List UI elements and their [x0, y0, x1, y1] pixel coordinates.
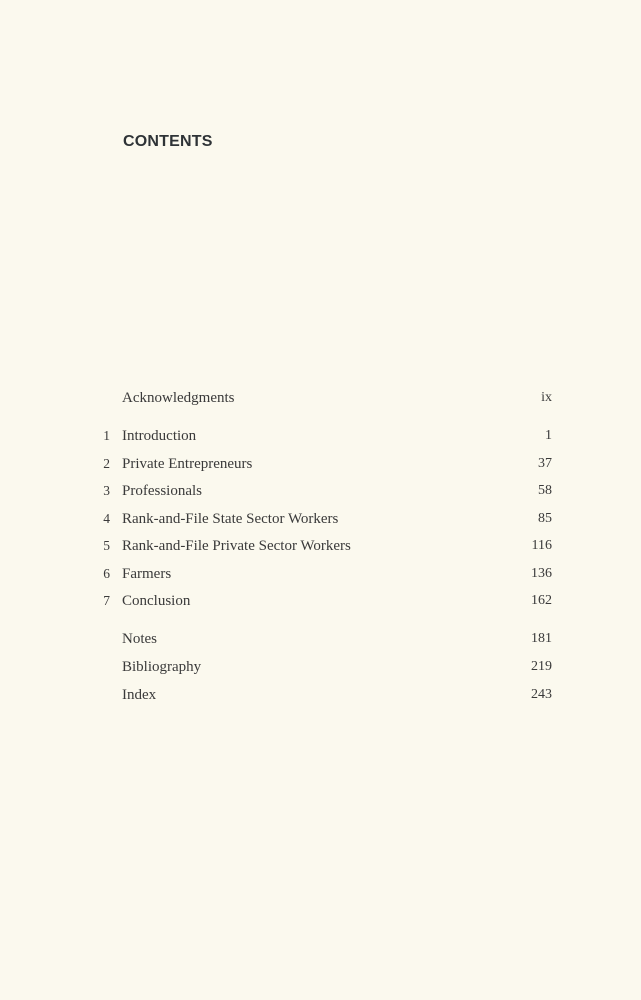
toc-entry-chapter-1	[0, 425, 641, 447]
toc-entry-acknowledgments	[0, 387, 641, 409]
toc-entry-bibliography	[0, 656, 641, 678]
toc-entry-page: 116	[531, 538, 552, 553]
toc-entry-chapter-3	[0, 480, 641, 502]
toc-entry-number: 7	[103, 593, 110, 608]
toc-entry-number: 5	[103, 538, 110, 553]
toc-entry-title: Private Entrepreneurs	[122, 456, 253, 472]
toc-entry-page: ix	[541, 390, 552, 405]
toc-entry-number: 6	[103, 566, 110, 581]
toc-entry-index	[0, 684, 641, 706]
toc-entry-number: 1	[103, 428, 110, 443]
toc-entry-page: 243	[531, 687, 552, 702]
toc-entry-chapter-4	[0, 508, 641, 530]
toc-entry-chapter-2	[0, 453, 641, 475]
toc-entry-page: 136	[531, 566, 552, 581]
toc-entry-number: 3	[103, 483, 110, 498]
toc-entry-title: Rank-and-File Private Sector Workers	[122, 538, 351, 554]
toc-entry-number: 2	[103, 456, 110, 471]
toc-entry-chapter-7	[0, 590, 641, 612]
toc-entry-title: Acknowledgments	[122, 390, 235, 406]
toc-entry-page: 1	[545, 428, 552, 443]
toc-entry-page: 181	[531, 631, 552, 646]
toc-entry-title: Conclusion	[122, 593, 191, 609]
toc-entry-page: 162	[531, 593, 552, 608]
toc-entry-page: 58	[538, 483, 552, 498]
toc-entry-title: Index	[122, 687, 157, 703]
toc-entry-page: 37	[538, 456, 552, 471]
toc-entry-notes	[0, 628, 641, 650]
toc-entry-title: Farmers	[122, 566, 172, 582]
toc-entry-number: 4	[103, 511, 110, 526]
toc-entry-page: 85	[538, 511, 552, 526]
toc-entry-title: Introduction	[122, 428, 197, 444]
toc-entry-title: Professionals	[122, 483, 202, 499]
toc-entry-chapter-6	[0, 563, 641, 585]
toc-entry-page: 219	[531, 659, 552, 674]
toc-entry-title: Bibliography	[122, 659, 202, 675]
toc-entry-title: Notes	[122, 631, 157, 647]
toc-entry-title: Rank-and-File State Sector Workers	[122, 511, 339, 527]
contents-heading: CONTENTS	[123, 133, 213, 150]
toc-entry-chapter-5	[0, 535, 641, 557]
